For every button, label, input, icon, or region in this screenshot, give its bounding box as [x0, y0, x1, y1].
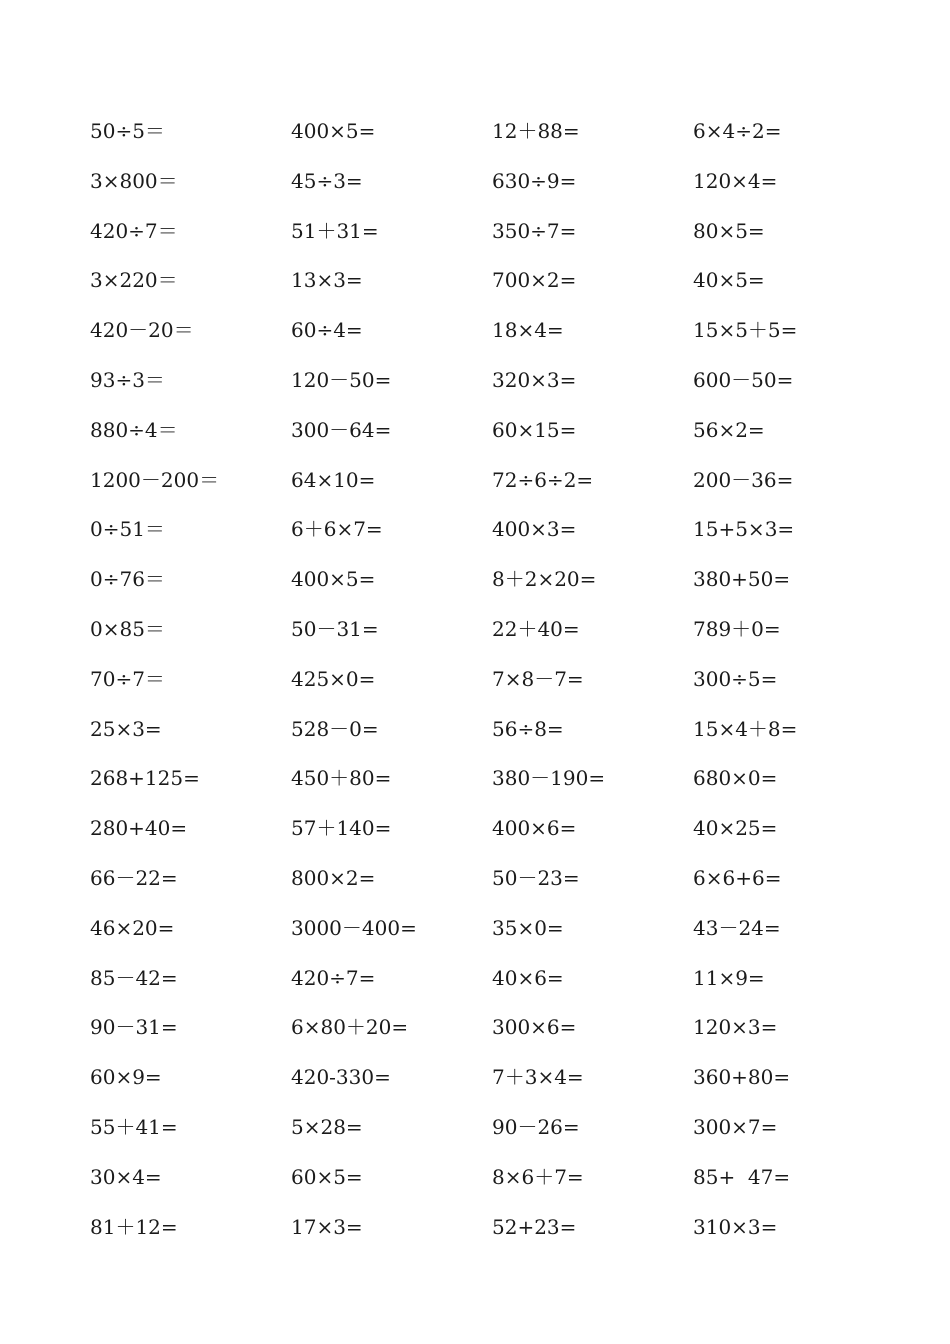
math-problem: 6×4÷2= [693, 119, 782, 143]
math-problem: 50÷5＝ [90, 119, 165, 143]
math-problem: 45÷3= [291, 168, 363, 193]
math-problem: 3000－400= [291, 915, 417, 940]
math-problem: 3×220＝ [90, 268, 178, 293]
math-problem: 6×80＋20= [291, 1015, 409, 1040]
math-problem: 400×3= [492, 517, 577, 542]
math-problem: 350÷7= [492, 218, 577, 243]
math-problem: 320×3= [492, 368, 577, 392]
math-problem: 0÷51＝ [90, 517, 165, 542]
math-problem: 200－36= [693, 467, 794, 492]
math-problem: 60×15= [492, 417, 577, 442]
math-problem: 15+5×3= [693, 517, 795, 542]
math-problem: 280+40= [90, 816, 188, 841]
math-problem: 85－42= [90, 965, 178, 990]
math-problem: 310×3= [693, 1214, 778, 1239]
math-problem: 6×6+6= [693, 866, 782, 890]
math-problem: 30×4= [90, 1164, 162, 1189]
math-problem: 528－0= [291, 716, 379, 741]
math-problem: 300×7= [693, 1115, 778, 1139]
math-problem: 15×4＋8= [693, 716, 798, 741]
math-problem: 40×25= [693, 816, 778, 841]
math-problem: 43－24= [693, 915, 781, 940]
math-problem: 85+ 47= [693, 1164, 791, 1189]
math-problem: 360+80= [693, 1065, 791, 1090]
math-problem: 90－31= [90, 1015, 178, 1040]
math-problem: 380－190= [492, 766, 606, 791]
math-problem: 400×5= [291, 567, 376, 592]
math-problem: 789＋0= [693, 617, 781, 641]
math-problem: 400×6= [492, 816, 577, 841]
math-problem: 50－31= [291, 617, 379, 641]
math-problem: 6＋6×7= [291, 517, 383, 542]
math-problem: 3×800＝ [90, 168, 178, 193]
math-problem: 40×5= [693, 268, 765, 293]
math-problem: 420÷7= [291, 965, 376, 990]
math-problem: 0÷76＝ [90, 567, 165, 592]
math-problem: 52+23= [492, 1214, 577, 1239]
math-problem: 80×5= [693, 218, 765, 243]
math-problem: 60÷4= [291, 318, 363, 343]
math-problem: 420-330= [291, 1065, 391, 1090]
math-problem: 1200－200＝ [90, 467, 220, 492]
math-problem: 300÷5= [693, 666, 778, 691]
math-problem: 60×9= [90, 1065, 162, 1090]
math-problem: 18×4= [492, 318, 564, 343]
math-problem: 425×0= [291, 666, 376, 691]
math-problem: 300－64= [291, 417, 392, 442]
math-problem: 450＋80= [291, 766, 392, 791]
math-problem: 50－23= [492, 866, 580, 890]
math-problem: 72÷6÷2= [492, 467, 594, 492]
math-problem: 51＋31= [291, 218, 379, 243]
math-problem: 93÷3＝ [90, 368, 165, 392]
math-problem: 0×85＝ [90, 617, 165, 641]
math-problem: 600－50= [693, 368, 794, 392]
math-problem: 420÷7＝ [90, 218, 178, 243]
math-problem: 22＋40= [492, 617, 580, 641]
math-problem: 40×6= [492, 965, 564, 990]
math-problem: 46×20= [90, 915, 175, 940]
math-problem: 630÷9= [492, 168, 577, 193]
math-problem: 55＋41= [90, 1115, 178, 1139]
math-problem: 90－26= [492, 1115, 580, 1139]
math-problem: 81＋12= [90, 1214, 178, 1239]
math-problem: 420－20＝ [90, 318, 194, 343]
math-problem: 70÷7＝ [90, 666, 165, 691]
math-problem: 5×28= [291, 1115, 363, 1139]
math-problem: 268+125= [90, 766, 200, 791]
math-problem: 56×2= [693, 417, 765, 442]
math-problem: 13×3= [291, 268, 363, 293]
math-problem: 60×5= [291, 1164, 363, 1189]
math-problem: 300×6= [492, 1015, 577, 1040]
math-problem: 7×8－7= [492, 666, 584, 691]
math-problem: 400×5= [291, 119, 376, 143]
math-problem: 17×3= [291, 1214, 363, 1239]
math-problem: 800×2= [291, 866, 376, 890]
math-problem: 680×0= [693, 766, 778, 791]
math-problem: 25×3= [90, 716, 162, 741]
math-problem: 15×5＋5= [693, 318, 798, 343]
math-problem: 120×4= [693, 168, 778, 193]
math-problem: 56÷8= [492, 716, 564, 741]
math-problem: 120－50= [291, 368, 392, 392]
math-problem: 57＋140= [291, 816, 392, 841]
math-problem: 120×3= [693, 1015, 778, 1040]
math-problem: 66－22= [90, 866, 178, 890]
math-problem: 700×2= [492, 268, 577, 293]
math-problem: 8×6＋7= [492, 1164, 584, 1189]
math-problem: 35×0= [492, 915, 564, 940]
math-problem: 7＋3×4= [492, 1065, 584, 1090]
math-problem: 8＋2×20= [492, 567, 597, 592]
math-problem: 880÷4＝ [90, 417, 178, 442]
math-problem: 12＋88= [492, 119, 580, 143]
math-problem: 64×10= [291, 467, 376, 492]
math-problem: 11×9= [693, 965, 765, 990]
math-problem: 380+50= [693, 567, 791, 592]
